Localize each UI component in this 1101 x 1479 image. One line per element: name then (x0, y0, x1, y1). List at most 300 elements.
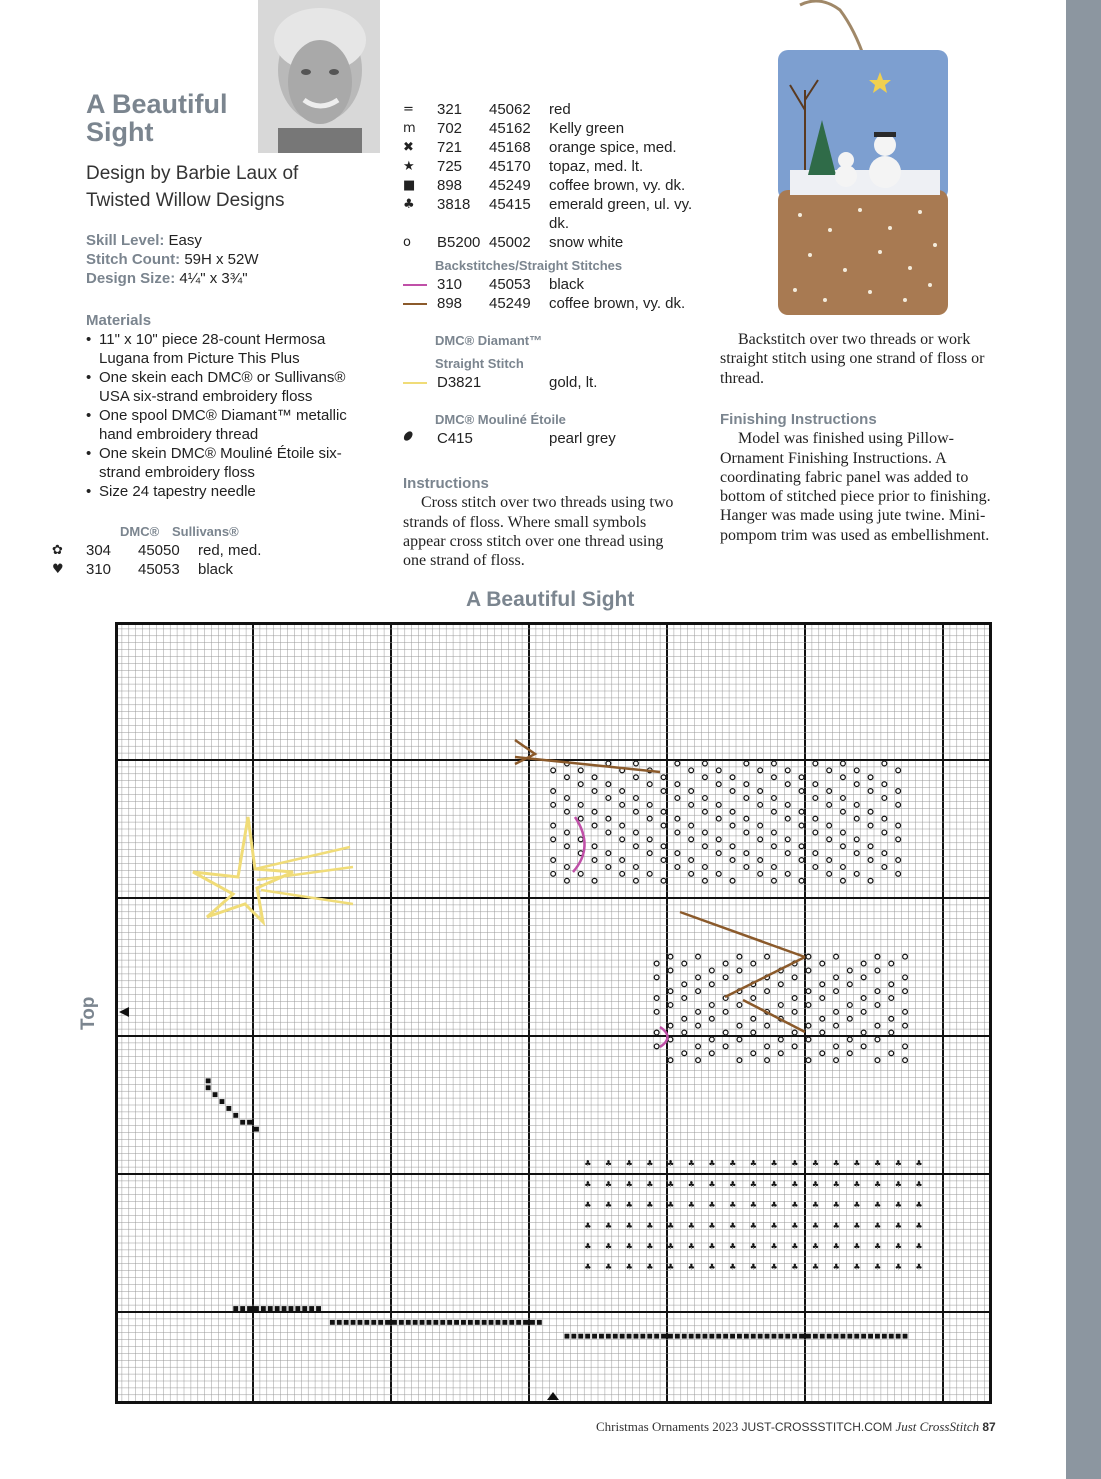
dmc-code: 898 (437, 295, 463, 312)
floss-symbol-icon: ♣ (403, 197, 415, 212)
stitch-mark (482, 1320, 487, 1325)
stitch-mark (240, 1120, 245, 1125)
stitch-mark: ♣ (667, 1242, 675, 1251)
stitch-mark: ♣ (874, 1179, 882, 1189)
stitch-mark: ♣ (584, 1221, 592, 1231)
stitch-mark (703, 1334, 708, 1339)
stitch-mark: ♣ (646, 1179, 654, 1189)
stitch-mark: ♣ (791, 1159, 799, 1169)
stitch-mark: ♣ (729, 1159, 737, 1169)
stitch-mark (813, 1334, 818, 1339)
stitch-mark: ♣ (770, 1179, 778, 1189)
stitch-mark (696, 1334, 701, 1339)
sullivans-header: Sullivans® (172, 524, 239, 539)
instructions-section (403, 474, 683, 570)
stitch-mark: ♣ (874, 1242, 882, 1251)
stitch-mark (337, 1320, 342, 1325)
dmc-code: 721 (437, 139, 463, 156)
dmc-code: 321 (437, 101, 463, 118)
etoile-row (399, 428, 713, 448)
dmc-code: 898 (437, 177, 463, 194)
floss-row (52, 541, 386, 560)
stitch-mark (268, 1306, 273, 1311)
stitch-mark: ♣ (915, 1221, 923, 1231)
design-size-label: Design Size: (86, 270, 176, 287)
stitch-mark (889, 1334, 894, 1339)
stitch-mark (592, 1334, 597, 1339)
sullivans-code: 45162 (489, 120, 531, 137)
stitch-mark: ♣ (604, 1159, 613, 1169)
stitch-mark: ♣ (832, 1262, 840, 1272)
stitch-mark (820, 1334, 825, 1339)
stitch-mark (385, 1320, 390, 1325)
floss-row (403, 195, 713, 233)
stitch-mark: ♣ (832, 1200, 840, 1210)
color-name: orange spice, med. (549, 139, 677, 156)
etoile-symbol-icon: ⬮ (399, 428, 416, 445)
color-name: pearl grey (549, 430, 616, 447)
color-name: topaz, med. lt. (549, 158, 644, 175)
stitch-mark (537, 1320, 542, 1325)
stitch-mark: ♣ (584, 1179, 592, 1189)
stitch-mark (599, 1334, 604, 1339)
stitch-mark: ♣ (667, 1221, 675, 1231)
page-edge-sidebar (1066, 0, 1101, 1479)
stitch-mark (841, 1334, 846, 1339)
stitch-mark (772, 1334, 777, 1339)
stitch-mark (330, 1320, 335, 1325)
cross-stitch-chart (115, 622, 992, 1404)
color-name: black (198, 561, 234, 578)
stitch-mark (302, 1306, 307, 1311)
stitch-mark (585, 1334, 590, 1339)
stitch-mark (509, 1320, 514, 1325)
diamant-code: D3821 (437, 374, 482, 391)
dmc-code: 3818 (437, 196, 471, 213)
stitch-mark: ♣ (894, 1242, 902, 1251)
stitch-mark: ♣ (853, 1179, 861, 1189)
stitch-mark: ♣ (604, 1262, 613, 1272)
stitch-mark (647, 1334, 652, 1339)
stitch-mark: ♣ (770, 1221, 778, 1231)
sullivans-code: 45002 (489, 234, 531, 251)
stitch-mark (606, 1334, 611, 1339)
stitch-mark: ♣ (687, 1262, 695, 1272)
stitch-mark: ♣ (915, 1200, 923, 1210)
stitch-mark: ♣ (832, 1159, 840, 1169)
backstitch-heading: Backstitches/Straight Stitches (435, 258, 623, 273)
stitch-mark (834, 1334, 839, 1339)
stitch-mark: ♣ (667, 1262, 675, 1272)
stitch-mark: ♣ (625, 1159, 633, 1169)
dmc-code: 304 (86, 542, 112, 559)
stitch-mark (468, 1320, 473, 1325)
skill-value: Easy (168, 232, 202, 249)
stitch-mark: ♣ (687, 1242, 695, 1251)
stitch-count-value: 59H x 52W (184, 251, 259, 268)
stitch-mark (854, 1334, 859, 1339)
stitch-mark: ♣ (749, 1179, 757, 1189)
floss-symbol-icon: = (403, 102, 414, 117)
stitch-mark (392, 1320, 397, 1325)
stitch-mark (578, 1334, 583, 1339)
finished-ornament-photo (760, 0, 970, 320)
stitch-mark: ♣ (915, 1179, 923, 1189)
stitch-mark (240, 1306, 245, 1311)
dmc-code: 725 (437, 158, 463, 175)
floss-row (403, 157, 713, 176)
stitch-mark (634, 1334, 639, 1339)
stitch-mark: ♣ (708, 1179, 716, 1189)
stitch-mark (709, 1334, 714, 1339)
stitch-mark: ♣ (584, 1262, 592, 1272)
page-footer (596, 1419, 996, 1435)
stitch-mark: ♣ (770, 1242, 778, 1251)
sullivans-code: 45050 (138, 542, 180, 559)
stitch-mark (716, 1334, 721, 1339)
stitch-mark (847, 1334, 852, 1339)
stitch-mark (806, 1334, 811, 1339)
instructions-heading: Instructions (403, 475, 489, 492)
stitch-mark: ♣ (708, 1221, 716, 1231)
stitch-mark: ♣ (770, 1200, 778, 1210)
dmc-code: 310 (86, 561, 112, 578)
stitch-mark (516, 1320, 521, 1325)
stitch-mark: ♣ (915, 1262, 923, 1272)
stitch-mark (571, 1334, 576, 1339)
stitch-mark: ♣ (729, 1262, 737, 1272)
pattern-specs (86, 231, 346, 288)
stitch-mark (751, 1334, 756, 1339)
skill-label: Skill Level: (86, 232, 165, 249)
stitch-mark: ♣ (749, 1159, 757, 1169)
stitch-mark (785, 1334, 790, 1339)
pink-line-icon (403, 284, 427, 286)
stitch-mark: ♣ (625, 1262, 633, 1272)
instructions-text: Cross stitch over two threads using two strands of floss. Where small symbols appear cross stitch over one thread using one strand of floss. (403, 494, 674, 570)
stitch-mark: ♣ (646, 1262, 654, 1272)
stitch-mark (654, 1334, 659, 1339)
stitch-mark: ♣ (667, 1200, 675, 1210)
stitch-mark: ♣ (646, 1159, 654, 1169)
stitch-mark: ♣ (687, 1159, 695, 1169)
stitch-mark (778, 1334, 783, 1339)
materials-item: • One skein DMC® Mouliné Étoile six-strand embroidery floss (86, 444, 376, 482)
sullivans-code: 45053 (489, 276, 531, 293)
stitch-mark: ♣ (811, 1200, 820, 1210)
finishing-section (720, 410, 1010, 545)
stitch-mark: ♣ (791, 1200, 799, 1210)
stitch-mark: ♣ (749, 1262, 757, 1272)
stitch-mark: ♣ (811, 1221, 820, 1231)
stitch-mark (420, 1320, 425, 1325)
straight-stitch-subheading: Straight Stitch (435, 356, 524, 371)
stitch-mark: ♣ (667, 1179, 675, 1189)
stitch-mark (261, 1306, 266, 1311)
backstitch-row (403, 294, 713, 313)
stitch-mark: ♣ (729, 1221, 737, 1231)
stitch-mark: ♣ (811, 1179, 820, 1189)
stitch-mark: ♣ (584, 1200, 592, 1210)
stitch-mark (371, 1320, 376, 1325)
stitch-mark (427, 1320, 432, 1325)
stitch-mark (344, 1320, 349, 1325)
materials-item: • One spool DMC® Diamant™ metallic hand embroidery thread (86, 406, 376, 444)
color-name: coffee brown, vy. dk. (549, 295, 686, 312)
sullivans-code: 45170 (489, 158, 531, 175)
stitch-mark (627, 1334, 632, 1339)
stitch-mark: ♣ (853, 1262, 861, 1272)
stitch-mark (668, 1334, 673, 1339)
stitch-mark: ♣ (625, 1200, 633, 1210)
floss-symbol-icon: m (403, 121, 416, 136)
stitch-mark: ♣ (625, 1221, 633, 1231)
stitch-mark: ♣ (894, 1159, 902, 1169)
stitch-mark (799, 1334, 804, 1339)
dmc-header: DMC® (120, 524, 160, 539)
stitch-mark: ♣ (853, 1200, 861, 1210)
stitch-mark (737, 1334, 742, 1339)
color-name: coffee brown, vy. dk. (549, 177, 686, 194)
etoile-heading: DMC® Mouliné Étoile (435, 412, 566, 427)
color-name: gold, lt. (549, 374, 598, 391)
stitch-mark (827, 1334, 832, 1339)
chart-title: A Beautiful Sight (466, 588, 635, 611)
floss-symbol-icon: ■ (403, 178, 416, 193)
stitch-mark: ♣ (853, 1159, 861, 1169)
stitch-mark: ♣ (646, 1200, 654, 1210)
stitch-mark (440, 1320, 445, 1325)
stitch-mark (765, 1334, 770, 1339)
stitch-mark (406, 1320, 411, 1325)
stitch-mark (295, 1306, 300, 1311)
stitch-mark: ♣ (667, 1159, 675, 1169)
floss-key-main (399, 100, 713, 448)
stitch-mark (233, 1306, 238, 1311)
backstitch-note-text: Backstitch over two threads or work straight stitch using one strand of floss or thread. (720, 331, 985, 387)
stitch-mark (206, 1085, 211, 1090)
stitch-mark (758, 1334, 763, 1339)
stitch-mark (565, 1334, 570, 1339)
designer-byline: Design by Barbie Laux of Twisted Willow Designs (86, 163, 299, 211)
stitch-mark (289, 1306, 294, 1311)
backstitch-note (720, 330, 1010, 388)
sullivans-code: 45249 (489, 177, 531, 194)
stitch-mark: ♣ (625, 1242, 633, 1251)
floss-row (403, 176, 713, 195)
stitch-mark: ♣ (625, 1179, 633, 1189)
stitch-mark: ♣ (687, 1179, 695, 1189)
stitch-mark (640, 1334, 645, 1339)
stitch-mark (433, 1320, 438, 1325)
design-size-value: 4¼" x 3¾" (179, 270, 248, 287)
stitch-mark: ♣ (874, 1221, 882, 1231)
stitch-mark: ♣ (832, 1179, 840, 1189)
floss-symbol-icon: ✿ (52, 543, 63, 558)
stitch-mark (364, 1320, 369, 1325)
stitch-mark: ♣ (874, 1200, 882, 1210)
stitch-mark (378, 1320, 383, 1325)
stitch-mark: ♣ (894, 1200, 902, 1210)
stitch-mark: ♣ (811, 1262, 820, 1272)
stitch-mark: ♣ (791, 1262, 799, 1272)
stitch-mark: ♣ (708, 1200, 716, 1210)
materials-heading: Materials (86, 312, 152, 329)
stitch-mark (682, 1334, 687, 1339)
color-name: Kelly green (549, 120, 625, 137)
stitch-mark (475, 1320, 480, 1325)
stitch-mark (254, 1127, 259, 1132)
stitch-mark: ♣ (853, 1242, 861, 1251)
stitch-mark: ♣ (832, 1221, 840, 1231)
stitch-mark (723, 1334, 728, 1339)
stitch-mark: ♣ (729, 1179, 737, 1189)
stitch-mark: ♣ (811, 1159, 820, 1169)
stitch-mark (613, 1334, 618, 1339)
stitch-mark (233, 1113, 238, 1118)
stitch-mark (875, 1334, 880, 1339)
stitch-mark: ♣ (749, 1221, 757, 1231)
stitch-mark (399, 1320, 404, 1325)
finishing-heading: Finishing Instructions (720, 411, 877, 428)
stitch-mark (730, 1334, 735, 1339)
stitch-mark: ♣ (811, 1242, 820, 1251)
footer-issue: Christmas Ornaments 2023 (596, 1419, 739, 1434)
stitch-mark (358, 1320, 363, 1325)
stitch-mark (254, 1306, 259, 1311)
finishing-text: Model was finished using Pillow-Ornament Finishing Instructions. A coordinating fabric panel was added to bottom of stitched piece prior to finishing. Hanger was made using jute twine. Mini-pompom trim was used as embellishment. (720, 430, 991, 544)
stitch-mark (461, 1320, 466, 1325)
stitch-mark (351, 1320, 356, 1325)
stitch-mark: ♣ (853, 1221, 861, 1231)
footer-site: JUST-CROSSSTITCH.COM (741, 1420, 893, 1434)
stitch-mark (213, 1092, 218, 1097)
stitch-mark (220, 1099, 225, 1104)
stitch-mark (282, 1306, 287, 1311)
stitch-mark (689, 1334, 694, 1339)
floss-symbol-icon: o (403, 235, 411, 250)
dmc-code: 310 (437, 276, 463, 293)
stitch-mark (792, 1334, 797, 1339)
stitch-mark: ♣ (791, 1221, 799, 1231)
stitch-mark: ♣ (646, 1242, 654, 1251)
stitch-mark: ♣ (749, 1242, 757, 1251)
etoile-code: C415 (437, 430, 473, 447)
stitch-mark: ♣ (708, 1159, 716, 1169)
sullivans-code: 45053 (138, 561, 180, 578)
sullivans-code: 45415 (489, 196, 531, 213)
pattern-title: A Beautiful Sight (86, 89, 228, 147)
stitch-mark (316, 1306, 321, 1311)
stitch-mark: ♣ (708, 1242, 716, 1251)
stitch-mark: ♣ (791, 1179, 799, 1189)
stitch-mark (896, 1334, 901, 1339)
floss-row (403, 119, 713, 138)
brown-line-icon (403, 303, 427, 305)
stitch-mark (447, 1320, 452, 1325)
stitch-mark (530, 1320, 535, 1325)
sullivans-code: 45249 (489, 295, 531, 312)
floss-row (403, 138, 713, 157)
floss-row (403, 100, 713, 119)
stitch-mark: ♣ (894, 1221, 902, 1231)
color-name: red, med. (198, 542, 262, 559)
stitch-mark: ♣ (749, 1200, 757, 1210)
stitch-mark: ♣ (604, 1221, 613, 1231)
stitch-mark: ♣ (584, 1159, 592, 1169)
stitch-mark (489, 1320, 494, 1325)
chart-top-label: Top (78, 996, 99, 1030)
color-name: black (549, 276, 585, 293)
stitch-mark (206, 1078, 211, 1083)
sullivans-code: 45062 (489, 101, 531, 118)
stitch-mark: ♣ (708, 1262, 716, 1272)
stitch-mark: ♣ (894, 1179, 902, 1189)
stitch-mark: ♣ (646, 1221, 654, 1231)
stitch-mark (620, 1334, 625, 1339)
stitch-mark (523, 1320, 528, 1325)
stitch-mark: ♣ (770, 1262, 778, 1272)
stitch-mark: ♣ (687, 1200, 695, 1210)
stitch-mark: ♣ (874, 1262, 882, 1272)
stitch-mark: ♣ (770, 1159, 778, 1169)
stitch-mark (903, 1334, 908, 1339)
backstitch-row (403, 275, 713, 294)
stitch-mark: ♣ (729, 1200, 737, 1210)
sullivans-code: 45168 (489, 139, 531, 156)
stitch-mark: ♣ (729, 1242, 737, 1251)
color-name: snow white (549, 234, 624, 251)
footer-magazine: Just CrossStitch (895, 1419, 980, 1434)
stitch-mark: ♣ (687, 1221, 695, 1231)
stitch-mark: ♣ (584, 1242, 592, 1251)
stitch-count-label: Stitch Count: (86, 251, 181, 268)
stitch-mark (309, 1306, 314, 1311)
stitch-mark: ♣ (894, 1262, 902, 1272)
gold-line-icon (403, 382, 427, 384)
dmc-code: B5200 (437, 234, 481, 251)
floss-key-left (52, 522, 386, 579)
stitch-mark: ♣ (915, 1159, 923, 1169)
diamant-heading: DMC® Diamant™ (435, 333, 543, 348)
stitch-mark (247, 1306, 252, 1311)
stitch-mark (496, 1320, 501, 1325)
stitch-mark: ♣ (915, 1242, 923, 1251)
materials-item: • Size 24 tapestry needle (86, 482, 376, 501)
floss-symbol-icon: ♥ (52, 562, 64, 577)
stitch-mark (882, 1334, 887, 1339)
floss-symbol-icon: ✖ (403, 140, 414, 155)
stitch-mark: ♣ (832, 1242, 840, 1251)
diamant-row (403, 373, 713, 392)
stitch-mark (226, 1106, 231, 1111)
stitch-mark (502, 1320, 507, 1325)
designer-photo (258, 0, 380, 153)
dmc-code: 702 (437, 120, 463, 137)
stitch-mark: ♣ (604, 1200, 613, 1210)
stitch-mark: ♣ (604, 1242, 613, 1251)
stitch-mark (661, 1334, 666, 1339)
color-name: emerald green, ul. vy. dk. (549, 196, 693, 232)
floss-row (52, 560, 386, 579)
stitch-mark (413, 1320, 418, 1325)
stitch-mark: ♣ (874, 1159, 882, 1169)
stitch-mark (454, 1320, 459, 1325)
stitch-mark: ♣ (791, 1242, 799, 1251)
stitch-mark: ♣ (604, 1179, 613, 1189)
materials-item: • 11" x 10" piece 28-count Hermosa Lugana from Picture This Plus (86, 330, 376, 368)
stitch-mark (868, 1334, 873, 1339)
